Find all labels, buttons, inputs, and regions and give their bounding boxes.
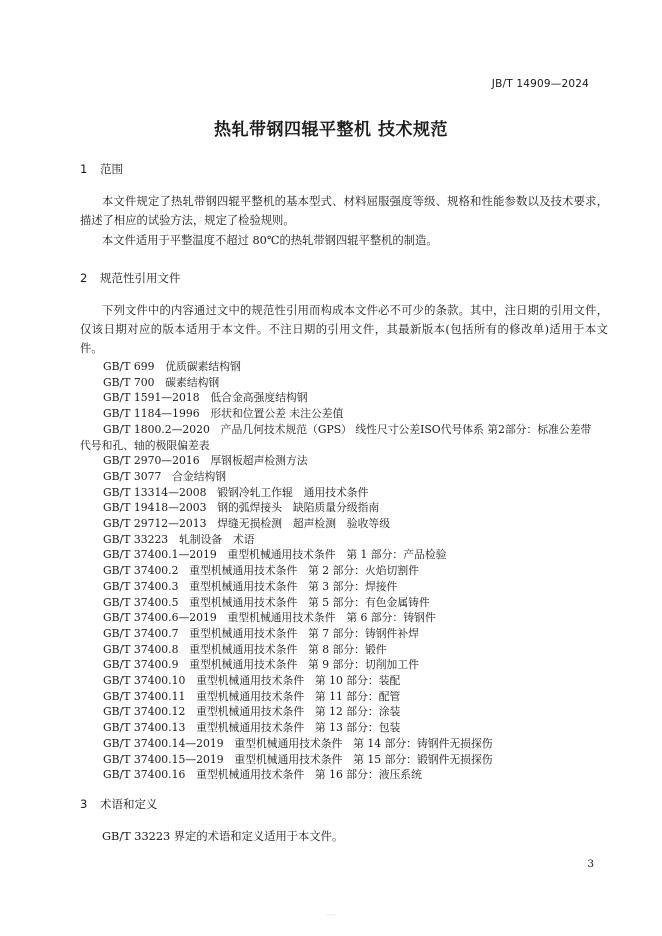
page-number: 3 (587, 858, 594, 870)
section-1-heading (80, 161, 123, 177)
reference-item: GB/T 37400.3 重型机械通用技术条件 第 3 部分：焊接件 (103, 579, 398, 593)
reference-item: GB/T 37400.10 重型机械通用技术条件 第 10 部分：装配 (103, 674, 401, 688)
reference-item: GB/T 37400.16 重型机械通用技术条件 第 16 部分：液压系统 (103, 768, 422, 782)
reference-item: GB/T 1591—2018 低合金高强度结构钢 (103, 391, 308, 405)
reference-item: GB/T 1184—1996 形状和位置公差 未注公差值 (103, 407, 344, 421)
reference-item: GB/T 37400.12 重型机械通用技术条件 第 12 部分：涂装 (103, 705, 401, 719)
reference-item: GB/T 37400.9 重型机械通用技术条件 第 9 部分：切削加工件 (103, 658, 419, 672)
reference-item: GB/T 37400.15—2019 重型机械通用技术条件 第 15 部分：锻钢件无损探伤 (103, 752, 493, 766)
reference-item: GB/T 37400.14—2019 重型机械通用技术条件 第 14 部分：铸钢件无损探伤 (103, 736, 493, 750)
reference-item: GB/T 37400.6—2019 重型机械通用技术条件 第 6 部分：铸钢件 (103, 611, 436, 625)
section-title: 范围 (100, 162, 123, 176)
reference-item: GB/T 700 碳素结构钢 (103, 375, 220, 389)
reference-item: GB/T 1800.2—2020 产品几何技术规范（GPS） 线性尺寸公差ISO代号体系 第2部分：标准公差带 (103, 422, 592, 436)
reference-item: GB/T 37400.7 重型机械通用技术条件 第 7 部分：铸钢件补焊 (103, 626, 419, 640)
watermark: — (325, 908, 337, 921)
reference-item-continuation: 代号和孔、轴的极限偏差表 (80, 438, 210, 452)
section-3-heading (80, 796, 158, 812)
reference-item: GB/T 37400.1—2019 重型机械通用技术条件 第 1 部分：产品检验 (103, 548, 447, 562)
reference-item: GB/T 29712—2013 焊缝无损检测 超声检测 验收等级 (103, 517, 390, 531)
reference-item: GB/T 13314—2008 锻钢冷轧工作辊 通用技术条件 (103, 485, 369, 499)
paragraph: GB/T 33223 界定的术语和定义适用于本文件。 (102, 830, 344, 843)
reference-item: GB/T 37400.11 重型机械通用技术条件 第 11 部分：配管 (103, 689, 401, 703)
reference-item: GB/T 37400.8 重型机械通用技术条件 第 8 部分：锻件 (103, 642, 387, 656)
reference-item: GB/T 37400.13 重型机械通用技术条件 第 13 部分：包装 (103, 721, 401, 735)
paragraph: 下列文件中的内容通过文中的规范性引用而构成本文件必不可少的条款。其中，注日期的引用文件，仅该日期对应的版本适用于本文件。不注日期的引用文件，其最新版本(包括所有的修改单)适用于本文件。 (80, 304, 608, 355)
section-number: 3 (80, 797, 88, 811)
normative-references-list (80, 359, 608, 783)
reference-item: GB/T 2970—2016 厚钢板超声检测方法 (103, 454, 308, 468)
paragraph: 本文件适用于平整温度不超过 80℃的热轧带钢四辊平整机的制造。 (102, 234, 438, 247)
section-2-heading (80, 270, 181, 286)
reference-item: GB/T 37400.5 重型机械通用技术条件 第 5 部分：有色金属铸件 (103, 595, 430, 609)
standard-number: JB/T 14909—2024 (491, 78, 589, 90)
reference-item: GB/T 3077 合金结构钢 (103, 469, 227, 483)
reference-item: GB/T 699 优质碳素结构钢 (103, 360, 241, 373)
document-title: 热轧带钢四辊平整机 技术规范 (214, 120, 448, 140)
paragraph: 本文件规定了热轧带钢四辊平整机的基本型式、材料屈服强度等级、规格和性能参数以及技术要求，描述了相应的试验方法，规定了检验规则。 (80, 195, 608, 227)
reference-item: GB/T 37400.2 重型机械通用技术条件 第 2 部分：火焰切割件 (103, 564, 419, 578)
section-title: 规范性引用文件 (100, 271, 181, 285)
section-number: 2 (80, 271, 88, 285)
section-title: 术语和定义 (100, 797, 158, 811)
reference-item: GB/T 33223 轧制设备 术语 (103, 532, 255, 546)
reference-item: GB/T 19418—2003 钢的弧焊接头 缺陷质量分级指南 (103, 501, 380, 515)
section-number: 1 (80, 162, 88, 176)
